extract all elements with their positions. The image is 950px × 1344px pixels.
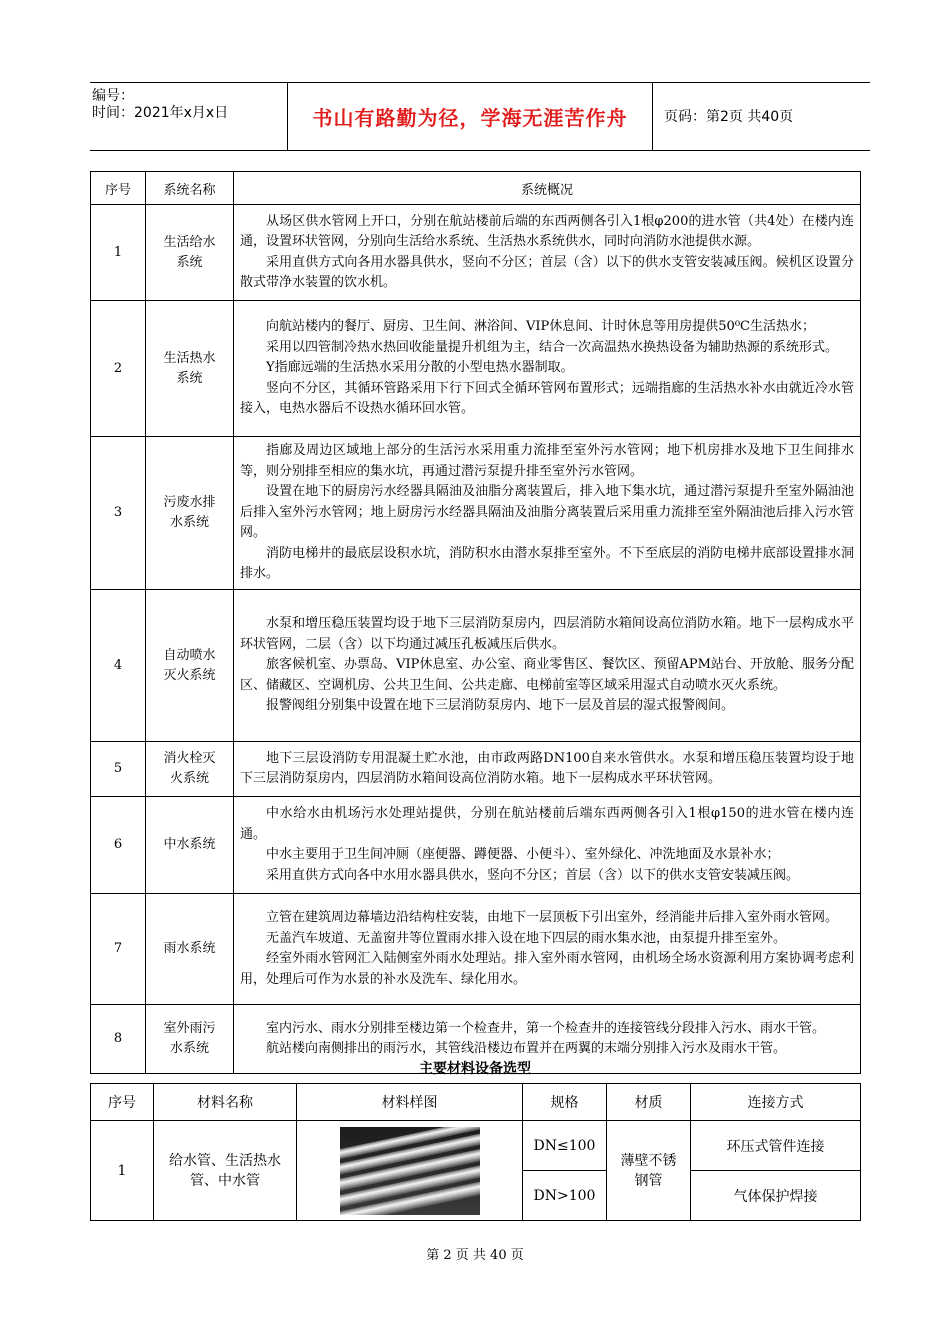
table-row <box>91 205 861 301</box>
overview-paragraph: Y指廊远端的生活热水采用分散的小型电热水器制取。 <box>266 360 574 376</box>
header-time-label: 时间：2021年x月x日 <box>92 105 229 121</box>
overview-paragraph: 消防电梯井的最底层设积水坑，消防积水由潜水泵排至室外。不下至底层的消防电梯井底部设置排水洞排水。 <box>240 545 854 582</box>
system-no: 4 <box>91 590 146 742</box>
overview-paragraph: 中水主要用于卫生间冲厕（座便器、蹲便器、小便斗）、室外绿化、冲洗地面及水景补水； <box>266 847 780 862</box>
materials-table <box>90 1083 861 1221</box>
systems-table-body <box>91 205 861 1074</box>
header-top-rule <box>90 82 870 83</box>
system-no: 6 <box>91 797 146 894</box>
system-overview <box>234 590 861 742</box>
stainless-pipe-image <box>340 1127 480 1215</box>
overview-paragraph: 采用直供方式向各中水用水器具供水，竖向不分区；首层（含）以下的供水支管安装减压阀。 <box>266 867 800 883</box>
col-header-no: 序号 <box>91 1084 154 1121</box>
system-name: 生活给水系统 <box>146 205 234 301</box>
overview-paragraph: 立管在建筑周边幕墙边沿结构柱安装，由地下一层顶板下引出室外，经消能井后排入室外雨水管网。 <box>266 910 839 925</box>
material-type: 薄壁不锈钢管 <box>607 1121 691 1221</box>
overview-paragraph: 经室外雨水管网汇入陆侧室外雨水处理站。排入室外雨水管网，由机场全场水资源利用方案协调考虑利用，处理后可作为水景的补水及洗车、绿化用水。 <box>240 951 854 987</box>
overview-paragraph: 竖向不分区，其循环管路采用下行下回式全循环管网布置形式；远端指廊的生活热水补水由就近冷水管接入，电热水器后不设热水循环回水管。 <box>240 380 854 417</box>
header-bottom-rule <box>90 150 870 151</box>
table-row <box>91 590 861 742</box>
material-sample-image <box>297 1121 523 1221</box>
materials-title: 主要材料设备选型 <box>419 1061 531 1077</box>
system-overview <box>234 205 861 301</box>
col-header-sample-image: 材料样图 <box>297 1084 523 1121</box>
overview-paragraph: 中水给水由机场污水处理站提供，分别在航站楼前后端东西两侧各引入1根φ150的进水管在楼内连通。 <box>240 806 854 842</box>
overview-paragraph: 地下三层设消防专用混凝土贮水池，由市政两路DN100自来水管供水。水泵和增压稳压装置均设于地下三层消防泵房内，四层消防水箱间设高位消防水箱。地下一层构成水平环状管网。 <box>240 750 854 786</box>
systems-table <box>90 171 861 1074</box>
system-name: 消火栓灭火系统 <box>146 742 234 797</box>
system-name: 中水系统 <box>146 797 234 894</box>
system-overview <box>234 437 861 590</box>
overview-paragraph: 设置在地下的厨房污水经器具隔油及油脂分离装置后，排入地下集水坑，通过潜污泵提升至室外隔油池后排入室外污水管网；地上厨房污水经器具隔油及油脂分离装置后采用重力流排至室外隔油池后排入污水管网。 <box>240 484 854 541</box>
system-no: 5 <box>91 742 146 797</box>
system-name: 雨水系统 <box>146 894 234 1005</box>
table-row <box>91 301 861 437</box>
system-no: 8 <box>91 1005 146 1074</box>
system-overview <box>234 301 861 437</box>
system-no: 7 <box>91 894 146 1005</box>
spec-small: DN≤100 <box>523 1121 607 1171</box>
table-row <box>91 797 861 894</box>
material-name: 给水管、生活热水管、中水管 <box>154 1121 297 1221</box>
material-no: 1 <box>91 1121 154 1221</box>
overview-paragraph: 指廊及周边区域地上部分的生活污水采用重力流排至室外污水管网；地下机房排水及地下卫生间排水等，则分别排至相应的集水坑，再通过潜污泵提升排至室外污水管网。 <box>240 443 854 479</box>
overview-paragraph: 向航站楼内的餐厅、厨房、卫生间、淋浴间、VIP休息间、计时休息等用房提供50⁰C生活热水； <box>266 319 815 335</box>
header-page-label: 页码：第2页 共40页 <box>664 109 794 125</box>
col-header-material-name: 材料名称 <box>154 1084 297 1121</box>
system-overview <box>234 894 861 1005</box>
system-overview <box>234 797 861 894</box>
system-name: 室外雨污水系统 <box>146 1005 234 1074</box>
table-header-row <box>91 1084 861 1121</box>
overview-paragraph: 采用直供方式向各用水器具供水，竖向不分区；首层（含）以下的供水支管安装减压阀。候机区设置分散式带净水装置的饮水机。 <box>240 254 854 290</box>
header-number-label: 编号： <box>92 88 134 104</box>
overview-paragraph: 水泵和增压稳压装置均设于地下三层消防泵房内，四层消防水箱间设高位消防水箱。地下一层构成水平环状管网，二层（含）以下均通过减压孔板减压后供水。 <box>240 616 854 652</box>
system-no: 3 <box>91 437 146 590</box>
col-header-overview: 系统概况 <box>234 172 861 205</box>
col-header-material: 材质 <box>607 1084 691 1121</box>
overview-paragraph: 从场区供水管网上开口，分别在航站楼前后端的东西两侧各引入1根φ200的进水管（共4处）在楼内连通，设置环状管网，分别向生活给水系统、生活热水系统供水，同时向消防水池提供水源。 <box>240 213 854 249</box>
col-header-connection: 连接方式 <box>691 1084 861 1121</box>
connection-large: 气体保护焊接 <box>691 1171 861 1221</box>
system-no: 1 <box>91 205 146 301</box>
col-header-spec: 规格 <box>523 1084 607 1121</box>
table-row <box>91 437 861 590</box>
overview-paragraph: 航站楼向南侧排出的雨污水，其管线沿楼边布置并在两翼的末端分别排入污水及雨水干管。 <box>266 1041 787 1056</box>
table-header-row <box>91 172 861 205</box>
system-no: 2 <box>91 301 146 437</box>
header-divider <box>652 82 653 150</box>
page-footer: 第 2 页 共 40 页 <box>426 1248 524 1263</box>
overview-paragraph: 报警阀组分别集中设置在地下三层消防泵房内、地下一层及首层的湿式报警阀间。 <box>266 698 735 714</box>
header-motto: 书山有路勤为径，学海无涯苦作舟 <box>312 106 628 130</box>
system-overview <box>234 742 861 797</box>
table-row <box>91 1121 861 1171</box>
overview-paragraph: 采用以四管制冷热水热回收能量提升机组为主，结合一次高温热水换热设备为辅助热源的系统形式。 <box>266 339 839 355</box>
system-name: 生活热水系统 <box>146 301 234 437</box>
connection-small: 环压式管件连接 <box>691 1121 861 1171</box>
col-header-no: 序号 <box>91 172 146 205</box>
system-name: 污废水排水系统 <box>146 437 234 590</box>
overview-paragraph: 室内污水、雨水分别排至楼边第一个检查井，第一个检查井的连接管线分段排入污水、雨水干管。 <box>266 1020 826 1036</box>
overview-paragraph: 旅客候机室、办票岛、VIP休息室、办公室、商业零售区、餐饮区、预留APM站台、开放舱、服务分配区、储藏区、空调机房、公共卫生间、公共走廊、电梯前室等区域采用湿式自动喷水灭火系统。 <box>240 657 854 693</box>
col-header-name: 系统名称 <box>146 172 234 205</box>
table-row <box>91 894 861 1005</box>
overview-paragraph: 无盖汽车坡道、无盖窗井等位置雨水排入设在地下四层的雨水集水池，由泵提升排至室外。 <box>266 930 787 946</box>
system-name: 自动喷水灭火系统 <box>146 590 234 742</box>
spec-large: DN>100 <box>523 1171 607 1221</box>
table-row <box>91 742 861 797</box>
